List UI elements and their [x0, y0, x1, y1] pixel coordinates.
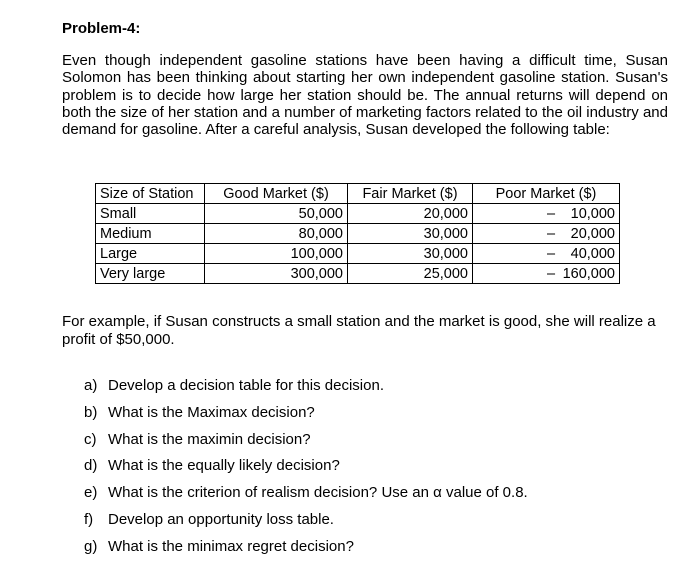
table-row [96, 224, 620, 244]
example-note: For example, if Susan constructs a small station and the market is good, she will realize a profit of $50,000. [62, 313, 656, 348]
negative-sign: – [547, 225, 556, 242]
table-header-row [96, 184, 620, 204]
question-text: Develop a decision table for this decision. [108, 377, 384, 394]
negative-sign: – [547, 245, 556, 262]
header-good-market: Good Market ($) [205, 184, 348, 204]
cell-poor [473, 264, 620, 284]
cell-size: Small [96, 204, 205, 224]
question-text: Develop an opportunity loss table. [108, 510, 334, 528]
question-letter: b) [84, 403, 98, 421]
question-letter: a) [84, 377, 98, 394]
negative-sign: – [547, 265, 556, 282]
cell-fair: 30,000 [348, 224, 473, 244]
question-letter: g) [84, 537, 98, 555]
list-item [84, 457, 528, 484]
list-item [84, 377, 528, 404]
list-item [84, 484, 528, 511]
question-letter: f) [84, 510, 94, 528]
problem-intro-paragraph: Even though independent gasoline stations have been having a difficult time, Susan Solomon has been thinking about starting her own independent gasoline station. Susan's problem is to decide how large her station should be. The annual returns will depend on both the size of her station and a number of marketing factors related to the oil industry and demand for gasoline. After a careful analysis, Susan developed the following table: [62, 52, 668, 139]
negative-sign: – [547, 205, 556, 222]
cell-fair: 30,000 [348, 244, 473, 264]
cell-size: Medium [96, 224, 205, 244]
question-text: What is the maximin decision? [108, 430, 311, 448]
cell-poor [473, 204, 620, 224]
cell-poor-value: 20,000 [570, 225, 615, 242]
question-letter: e) [84, 484, 98, 502]
cell-poor [473, 244, 620, 264]
problem-title: Problem-4: [62, 20, 141, 37]
question-text: What is the criterion of realism decision? Use an α value of 0.8. [108, 484, 528, 502]
list-item [84, 404, 528, 431]
cell-good: 50,000 [205, 204, 348, 224]
question-text: What is the Maximax decision? [108, 403, 315, 421]
cell-good: 80,000 [205, 224, 348, 244]
cell-size: Large [96, 244, 205, 264]
cell-size: Very large [96, 264, 205, 284]
list-item [84, 511, 528, 538]
payoff-table [95, 183, 620, 284]
cell-fair: 20,000 [348, 204, 473, 224]
header-poor-market: Poor Market ($) [473, 184, 620, 204]
cell-poor [473, 224, 620, 244]
cell-poor-value: 160,000 [562, 265, 615, 282]
question-text: What is the minimax regret decision? [108, 537, 354, 555]
table-row [96, 204, 620, 224]
cell-poor-value: 40,000 [570, 245, 615, 262]
question-letter: c) [84, 430, 97, 448]
question-letter: d) [84, 457, 98, 475]
table-row [96, 264, 620, 284]
table-row [96, 244, 620, 264]
question-list [84, 377, 528, 565]
cell-good: 100,000 [205, 244, 348, 264]
cell-good: 300,000 [205, 264, 348, 284]
question-text: What is the equally likely decision? [108, 457, 340, 475]
header-fair-market: Fair Market ($) [348, 184, 473, 204]
cell-poor-value: 10,000 [570, 205, 615, 222]
list-item [84, 431, 528, 458]
header-size-of-station: Size of Station [96, 184, 205, 204]
cell-fair: 25,000 [348, 264, 473, 284]
